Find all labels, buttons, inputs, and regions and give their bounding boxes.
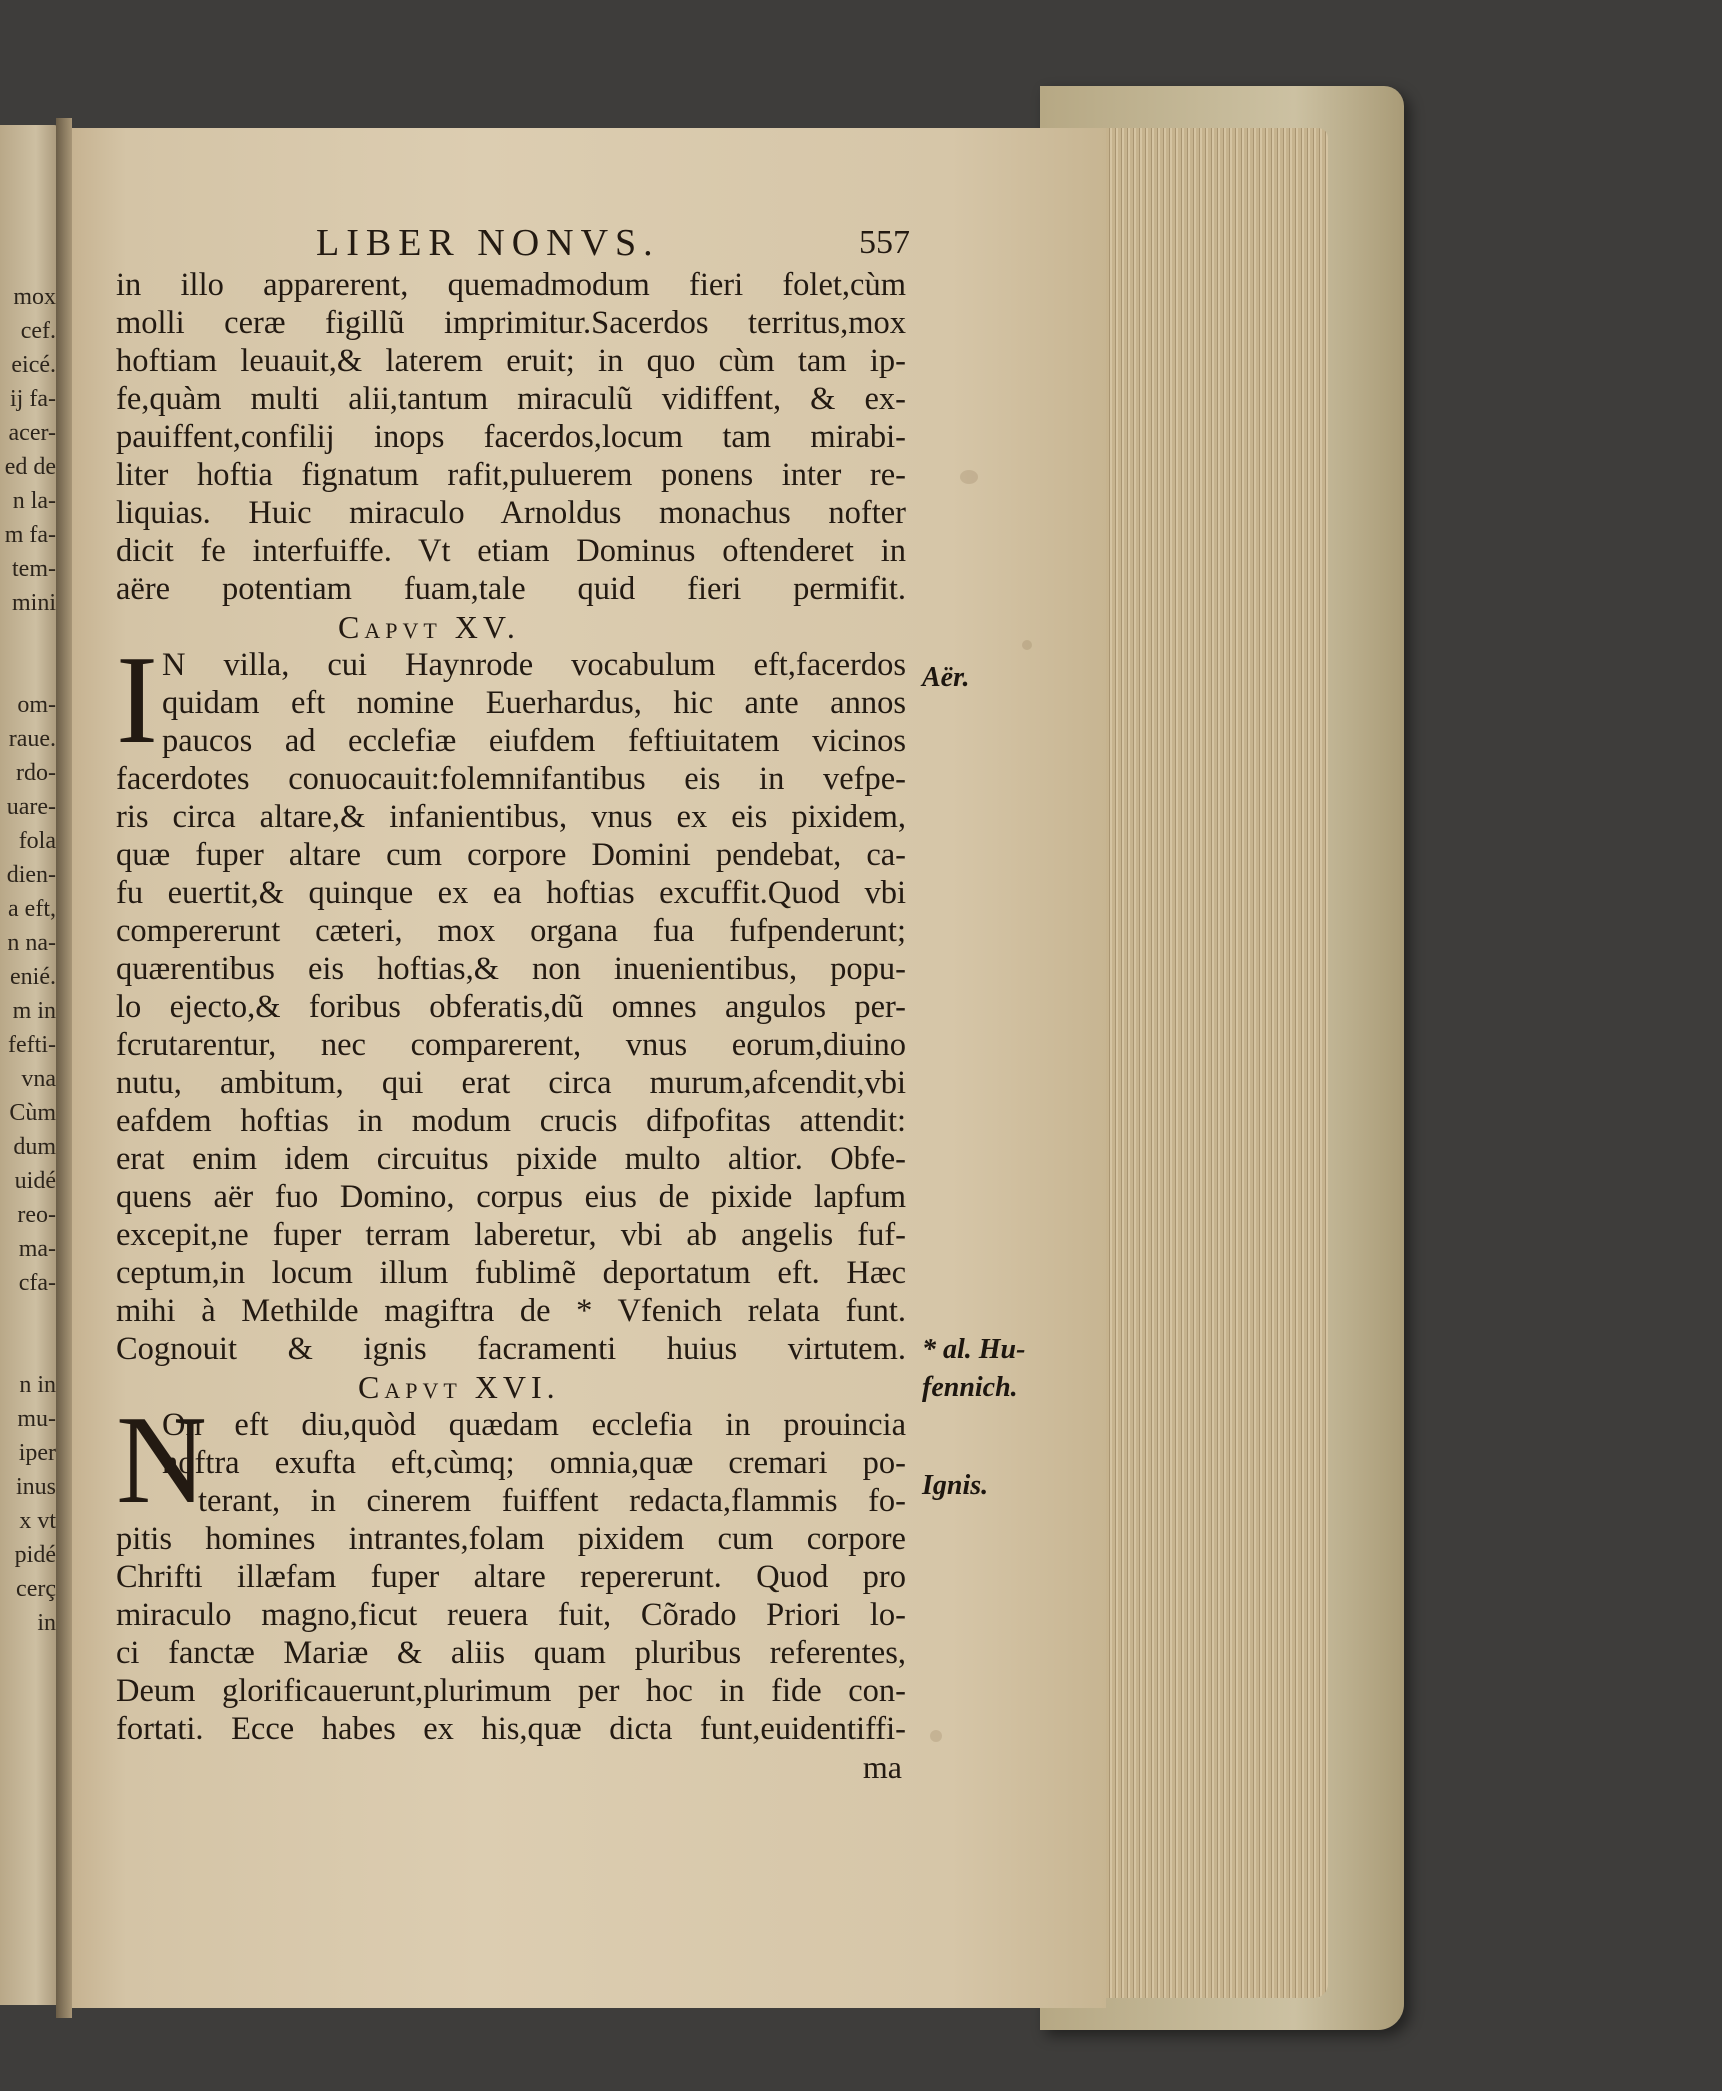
page-number: 557 <box>859 224 910 261</box>
left-page-fragment: m fa- <box>4 522 56 548</box>
left-page-fragment <box>4 1334 56 1368</box>
text-line: facerdotes conuocauit:folemnifantibus eis in vefpe- <box>116 761 906 797</box>
left-page-fragment: in <box>37 1610 56 1636</box>
chapter-xv-lines <box>116 760 906 1368</box>
text-line: quærentibus eis hoftias,& non inuenientibus, popu- <box>116 951 906 987</box>
text-line: nutu, ambitum, qui erat circa murum,afcendit,vbi <box>116 1065 906 1101</box>
left-page-fragment: mox <box>13 284 56 310</box>
text-line: On eft diu,quòd quædam ecclefia in prouincia <box>162 1407 906 1443</box>
text-line: terant, in cinerem fuiffent redacta,flammis fo- <box>198 1483 906 1519</box>
left-page-fragment: dum <box>13 1134 56 1160</box>
left-page-fragment: cfa- <box>18 1270 56 1296</box>
text-line: noftra exufta eft,cùmq; omnia,quæ cremari po- <box>162 1445 906 1481</box>
left-page-fragment: ed de <box>4 454 56 480</box>
left-page-fragment: uare- <box>6 794 56 820</box>
left-page-fragment: reo- <box>17 1202 56 1228</box>
left-page-fragment: m in <box>12 998 56 1024</box>
indented-line <box>116 1482 906 1520</box>
book-title: LIBER NONVS. <box>316 222 660 264</box>
left-page-fragment: n na- <box>7 930 56 956</box>
left-page-fragment: mini <box>11 590 56 616</box>
text-line: pitis homines intrantes,folam pixidem cum corpore <box>116 1521 906 1557</box>
paragraph-continued <box>116 266 906 608</box>
margin-note-variant: * al. Hu- <box>922 1334 1026 1365</box>
drop-cap-indented-lines <box>116 631 906 770</box>
text-line: ris circa altare,& infanientibus, vnus ex eis pixidem, <box>116 799 906 835</box>
text-line: compererunt cæteri, mox organa fua fufpenderunt; <box>116 913 906 949</box>
left-page-fragment <box>4 620 56 654</box>
text-line: N villa, cui Haynrode vocabulum eft,facerdos <box>162 647 906 683</box>
left-page-fragment: ij fa- <box>10 386 56 412</box>
left-page-fragment: vna <box>21 1066 56 1092</box>
left-page-fragment <box>4 1300 56 1334</box>
left-page-fragment: x vt <box>19 1508 56 1534</box>
text-line: ceptum,in locum illum fublimẽ deportatum eft. Hæc <box>116 1255 906 1291</box>
text-line: paucos ad ecclefiæ eiufdem feftiuitatem vicinos <box>162 723 906 759</box>
left-page-fragment: dien- <box>6 862 56 888</box>
chapter-heading-xv: Capvt XV. <box>338 609 520 645</box>
text-line: fu euertit,& quinque ex ea hoftias excuffit.Quod vbi <box>116 875 906 911</box>
paper-stain <box>960 470 978 484</box>
margin-note-aer: Aër. <box>922 662 970 693</box>
left-page-fragment: iper <box>18 1440 56 1466</box>
paper-stain <box>930 1730 942 1742</box>
text-line: Chrifti illæfam fuper altare repererunt. Quod pro <box>116 1559 906 1595</box>
paper-stain <box>1022 640 1032 650</box>
drop-cap: N <box>116 1391 207 1530</box>
chapter-heading-xvi: Capvt XVI. <box>358 1369 560 1405</box>
text-line: eafdem hoftias in modum crucis difpofitas attendit: <box>116 1103 906 1139</box>
left-page-fragment: n in <box>19 1372 56 1398</box>
margin-note-variant-cont: fennich. <box>922 1372 1018 1403</box>
left-page-fragment: a eft, <box>8 896 56 922</box>
main-text-block <box>116 220 910 1786</box>
left-page-fragment: uidé <box>14 1168 56 1194</box>
text-line: miraculo magno,ficut reuera fuit, Cõrado Priori lo- <box>116 1597 906 1633</box>
text-line: Cognouit & ignis facramenti huius virtutem. <box>116 1331 906 1367</box>
text-line: dicit fe interfuiffe. Vt etiam Dominus oftenderet in <box>116 533 906 569</box>
text-line: fe,quàm multi alii,tantum miraculũ vidiffent, & ex- <box>116 381 906 417</box>
chapter-xvi-paragraph <box>116 1391 906 1748</box>
book-gutter <box>56 118 72 2018</box>
left-page-fragment: cerç <box>16 1576 56 1602</box>
text-line: mihi à Methilde magiftra de * Vfenich relata funt. <box>116 1293 906 1329</box>
left-page-edge <box>0 125 60 2005</box>
text-line: liquias. Huic miraculo Arnoldus monachus nofter <box>116 495 906 531</box>
left-page-fragment: Cùm <box>9 1100 56 1126</box>
text-line: molli ceræ figillũ imprimitur.Sacerdos territus,mox <box>116 305 906 341</box>
page-fore-edge <box>1100 128 1328 1998</box>
text-line: erat enim idem circuitus pixide multo altior. Obfe- <box>116 1141 906 1177</box>
left-page-fragment: mu- <box>17 1406 56 1432</box>
left-page-fragment: om- <box>17 692 56 718</box>
left-page-fragment: cef. <box>20 318 56 344</box>
text-line: pauiffent,confilij inops facerdos,locum tam mirabi- <box>116 419 906 455</box>
left-page-fragments <box>4 280 56 1640</box>
left-page-fragment: enié. <box>10 964 56 990</box>
left-page-fragment: fola <box>18 828 56 854</box>
left-page-fragment <box>4 654 56 688</box>
text-line: aëre potentiam fuam,tale quid fieri permifit. <box>116 571 906 607</box>
left-page-fragment: acer- <box>8 420 56 446</box>
text-line: quidam eft nomine Euerhardus, hic ante annos <box>162 685 906 721</box>
left-page-fragment: eicé. <box>11 352 56 378</box>
chapter-xv-paragraph <box>116 631 906 1368</box>
text-line: lo ejecto,& foribus obferatis,dũ omnes angulos per- <box>116 989 906 1025</box>
chapter-xvi-lines <box>116 1520 906 1748</box>
drop-cap: I <box>116 631 158 770</box>
text-line: excepit,ne fuper terram laberetur, vbi ab angelis fuf- <box>116 1217 906 1253</box>
left-page-fragment: inus <box>15 1474 56 1500</box>
text-line: fortati. Ecce habes ex his,quæ dicta funt,euidentiffi- <box>116 1711 906 1747</box>
text-line: in illo apparerent, quemadmodum fieri folet,cùm <box>116 267 906 303</box>
text-line: quæ fuper altare cum corpore Domini pendebat, ca- <box>116 837 906 873</box>
text-line: liter hoftia fignatum rafit,puluerem ponens inter re- <box>116 457 906 493</box>
left-page-fragment: pidé <box>14 1542 56 1568</box>
text-line: ci fanctæ Mariæ & aliis quam pluribus referentes, <box>116 1635 906 1671</box>
text-line: quens aër fuo Domino, corpus eius de pixide lapfum <box>116 1179 906 1215</box>
left-page-fragment: n la- <box>12 488 56 514</box>
text-line: fcrutarentur, nec comparerent, vnus eorum,diuino <box>116 1027 906 1063</box>
left-page-fragment: ma- <box>18 1236 56 1262</box>
drop-cap-indented-lines <box>116 1406 906 1482</box>
margin-note-ignis: Ignis. <box>922 1470 989 1501</box>
left-page-fragment: rdo- <box>16 760 56 786</box>
catchword: ma <box>862 1749 902 1785</box>
text-line: hoftiam leuauit,& laterem eruit; in quo cùm tam ip- <box>116 343 906 379</box>
text-line: Deum glorificauerunt,plurimum per hoc in fide con- <box>116 1673 906 1709</box>
running-head <box>116 220 910 266</box>
left-page-fragment: fefti- <box>8 1032 56 1058</box>
left-page-fragment: raue. <box>8 726 56 752</box>
left-page-fragment: tem- <box>12 556 56 582</box>
